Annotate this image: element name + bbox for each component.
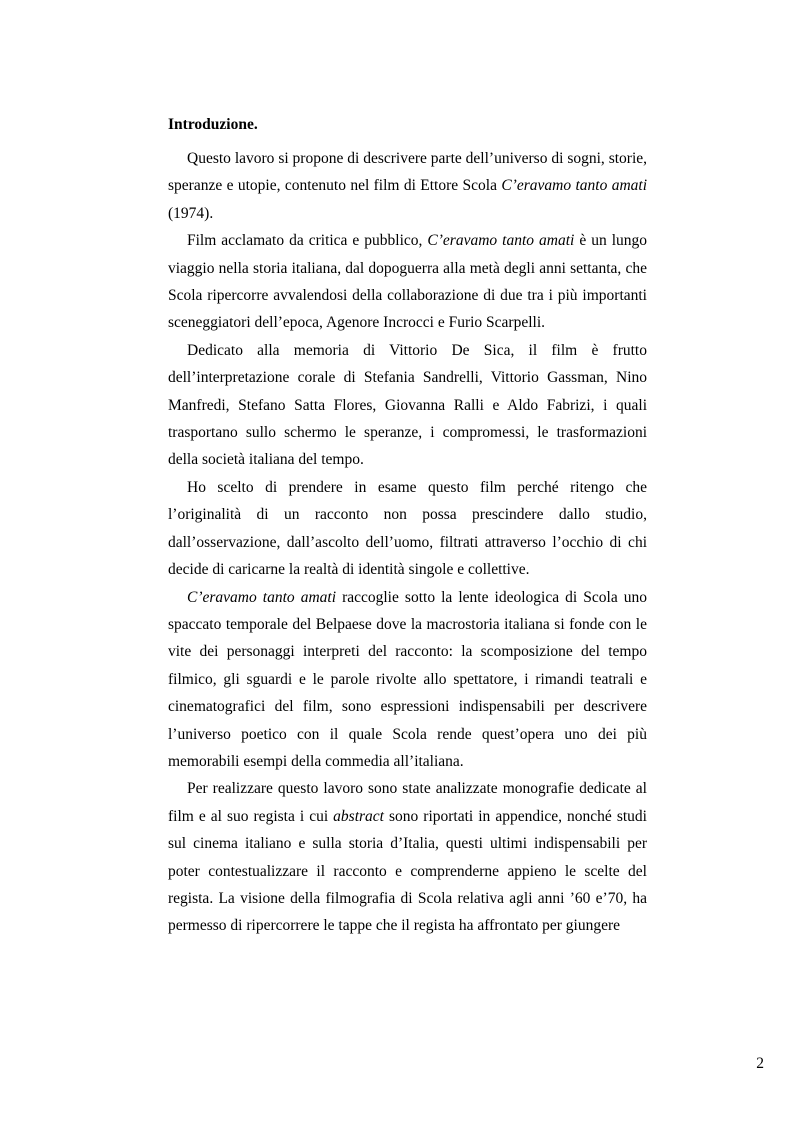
paragraph [168,584,647,776]
text-segment: Questo lavoro si propone di descrivere parte dell’universo di sogni, storie, speranze e utopie, contenuto nel film di Ettore Scola [168,150,647,195]
text-segment: Ho scelto di prendere in esame questo film perché ritengo che l’originalità di un racconto non possa prescindere dallo studio, dall’osservazione, dall’ascolto dell’uomo, filtrati attraverso l’occhio di chi decide di caricarne la realtà di identità singole e collettive. [168,478,647,579]
page-number: 2 [756,1055,764,1072]
italic-text: C’eravamo tanto amati [427,232,575,250]
italic-text: C’eravamo tanto amati [501,177,647,195]
paragraphs-container [168,145,647,940]
paragraph [168,474,647,584]
paragraph [168,775,647,939]
text-segment: è un lungo viaggio nella storia italiana, dal dopoguerra alla metà degli anni settanta, che Scola ripercorre avvalendosi della collaborazione di due tra i più importanti sceneggiatori dell’epoca, Agenore Incrocci e Furio Scarpelli. [168,232,647,332]
paragraph [168,145,647,227]
italic-text: C’eravamo tanto amati [187,588,337,606]
paragraph [168,337,647,474]
page-content [168,113,647,940]
text-segment: Film acclamato da critica e pubblico, [187,232,428,250]
text-segment: sono riportati in appendice, nonché studi sul cinema italiano e sulla storia d’Italia, questi ultimi indispensabili per poter contestualizzare il racconto e comprenderne appieno le scelte del regista. La visione della filmografia di Scola relativa agli anni ’60 e’70, ha permesso di ripercorrere le tappe che il regista ha affrontato per giungere [168,807,647,935]
text-segment: (1974). [168,204,214,222]
text-segment: Per realizzare questo lavoro sono state analizzate monografie dedicate al film e al suo regista i cui [168,780,647,825]
paragraph [168,227,647,337]
section-heading: Introduzione. [168,116,258,133]
italic-text: abstract [333,807,384,825]
text-segment: Dedicato alla memoria di Vittorio De Sica, il film è frutto dell’interpretazione corale di Stefania Sandrelli, Vittorio Gassman, Nino Manfredi, Stefano Satta Flores, Giovanna Ralli e Aldo Fabrizi, i quali trasportano sullo schermo le speranze, i compromessi, le trasformazioni della società italiana del tempo. [168,341,647,469]
text-segment: raccoglie sotto la lente ideologica di Scola uno spaccato temporale del Belpaese dove la macrostoria italiana si fonde con le vite dei personaggi interpreti del racconto: la scomposizione del tempo filmico, gli sguardi e le parole rivolte allo spettatore, i rimandi teatrali e cinematografici del film, sono espressioni indispensabili per descrivere l’universo poetico con il quale Scola rende quest’opera uno dei più memorabili esempi della commedia all’italiana. [168,588,647,770]
